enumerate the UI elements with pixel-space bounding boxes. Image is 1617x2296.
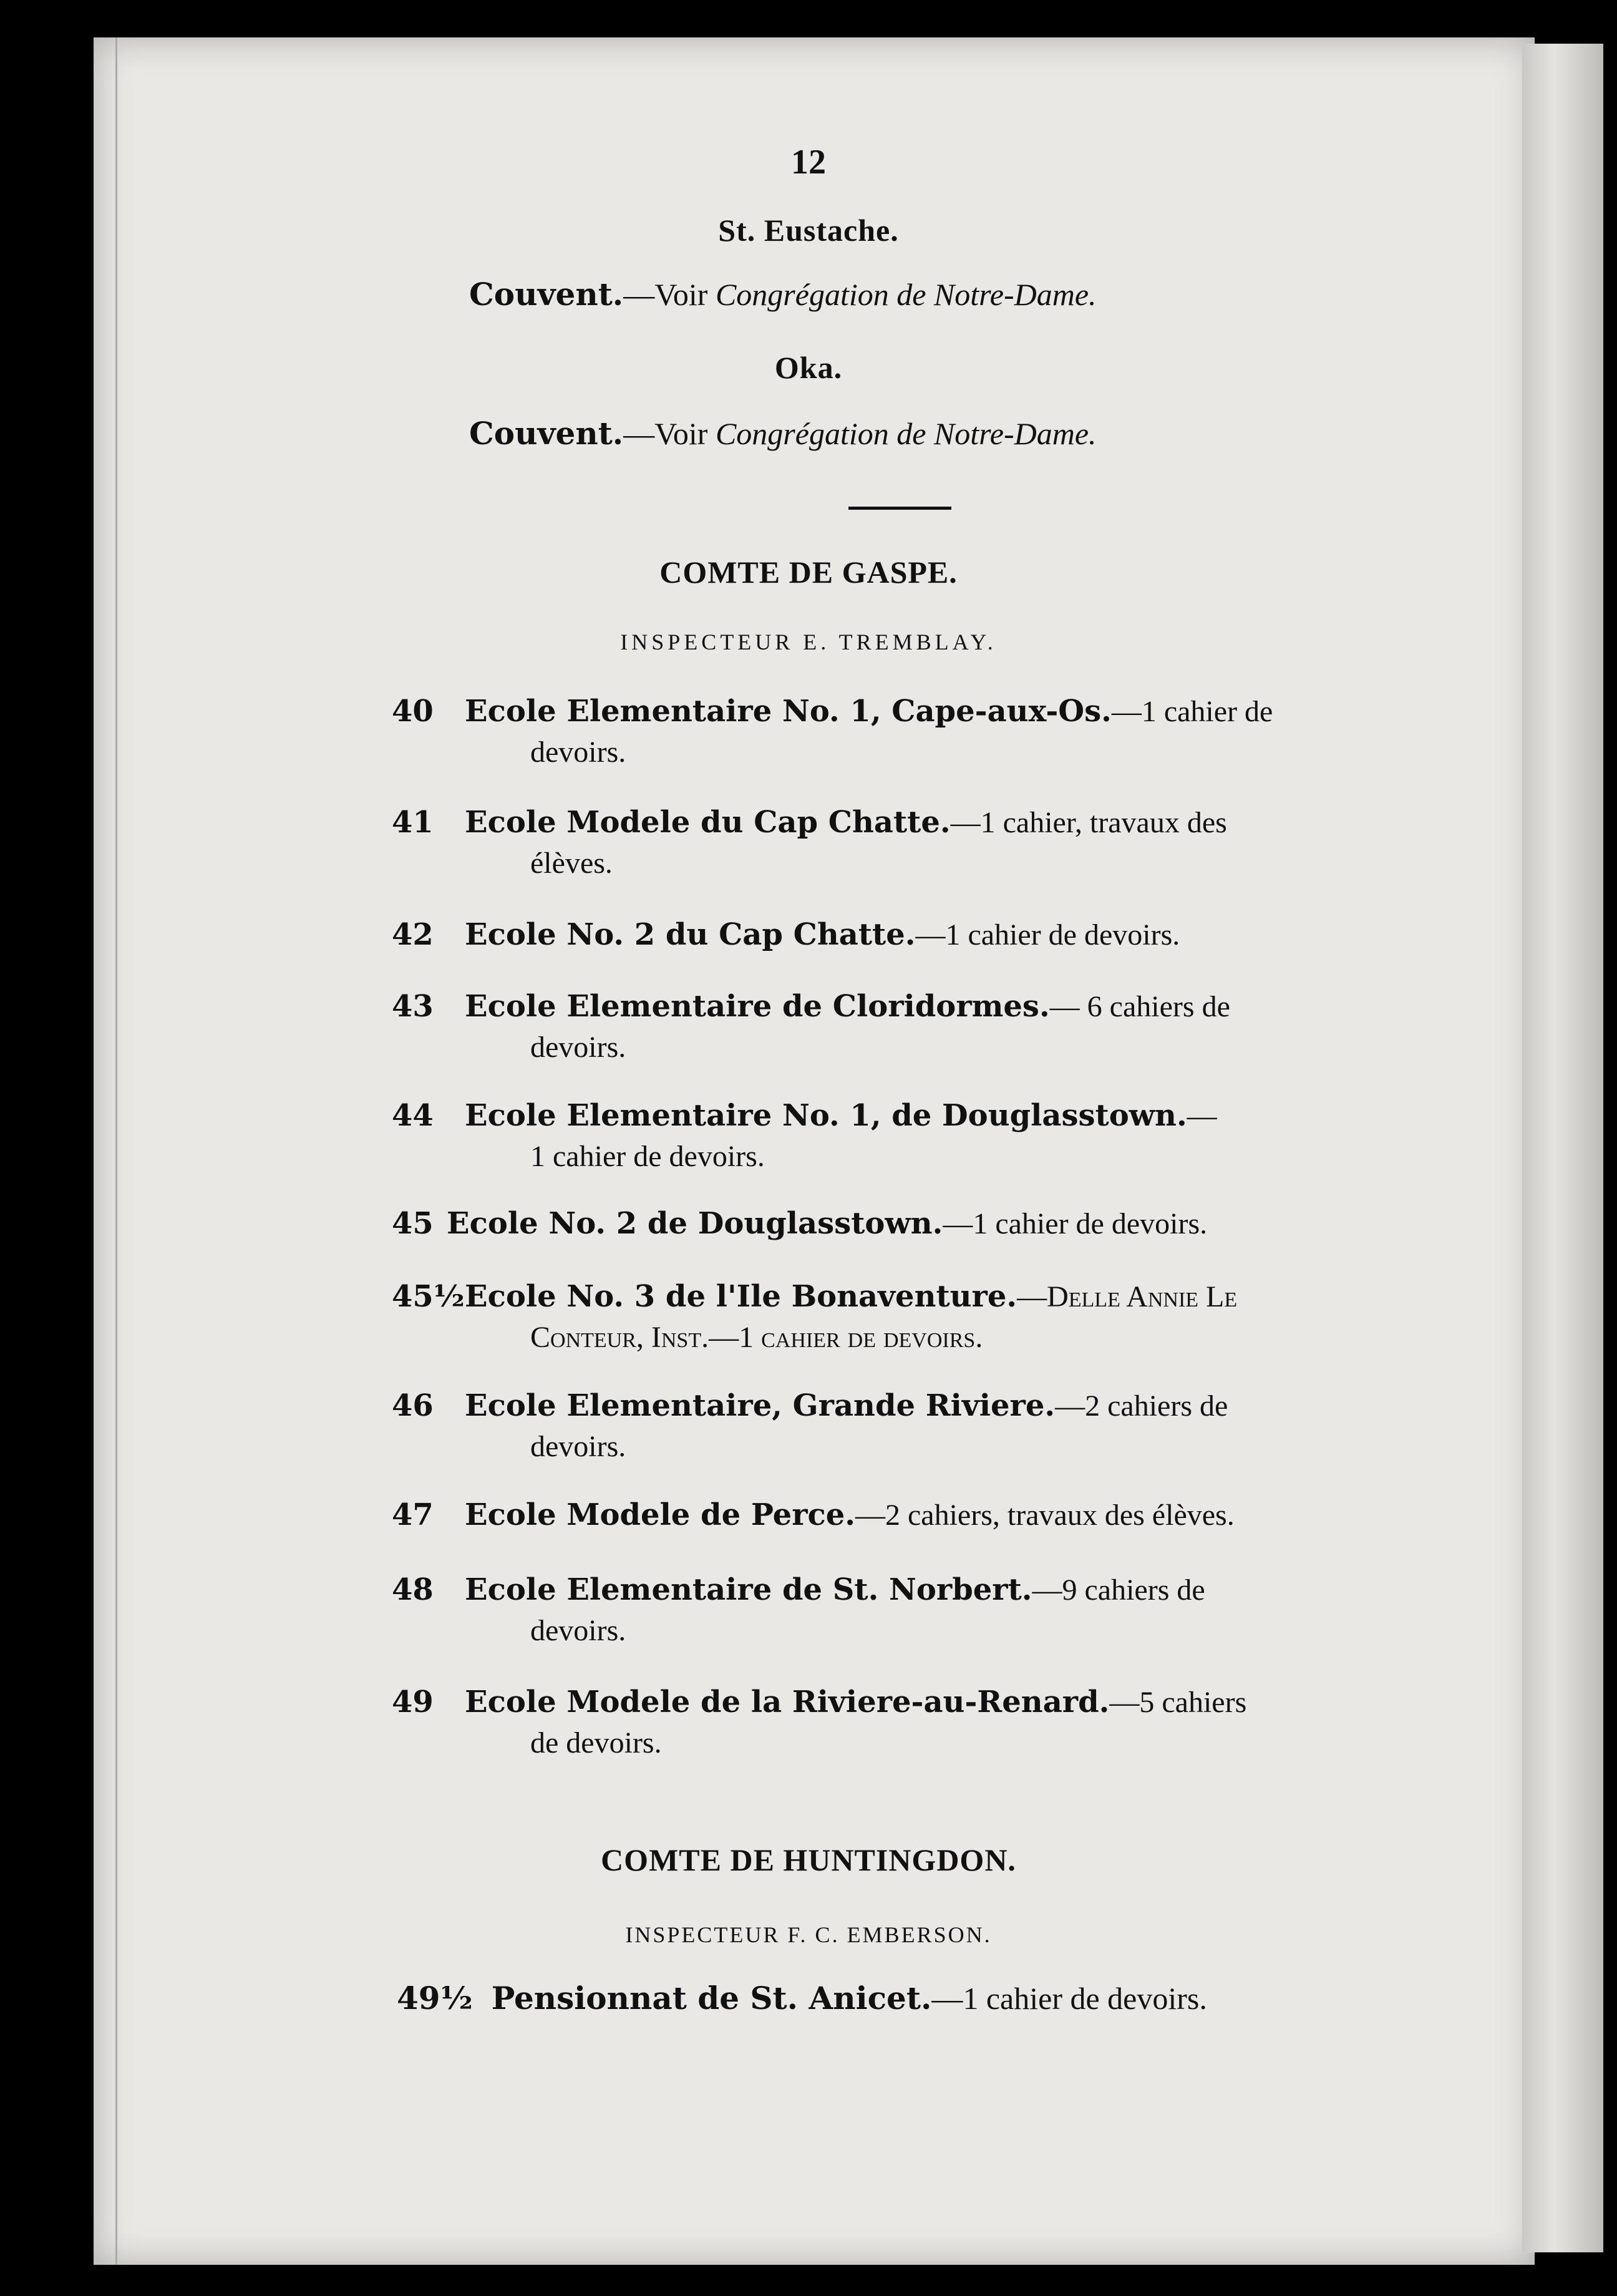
st-eustache-couvent-line: [469, 276, 1097, 313]
entry-item: [0, 1685, 1617, 1772]
entry-first-line: [465, 1098, 1217, 1133]
entry-continuation: Conteur, Inst.—1 cahier de devoirs.: [530, 1321, 983, 1354]
entry-number: 44: [392, 1098, 434, 1133]
entry-detail: — 6 cahiers de: [1049, 990, 1230, 1023]
final-entry: [397, 1980, 1207, 2016]
entry-first-line: [465, 989, 1230, 1024]
entry-detail: —1 cahier, travaux des: [950, 806, 1227, 839]
entry-title: Pensionnat de St. Anicet.: [491, 1980, 932, 2016]
entry-item: [0, 694, 1617, 781]
entry-item: [0, 805, 1617, 892]
entry-number: 45½: [392, 1279, 465, 1314]
entry-item: [0, 1098, 1617, 1185]
entry-title: Ecole Elementaire No. 1, Cape-aux-Os.: [465, 694, 1112, 729]
entry-title: Ecole No. 2 du Cap Chatte.: [465, 917, 916, 952]
entry-item: [0, 1497, 1617, 1585]
inspector-gaspe: INSPECTEUR E. TREMBLAY.: [620, 630, 997, 654]
entry-title: Ecole Elementaire de St. Norbert.: [465, 1572, 1032, 1607]
voir-text: —Voir: [623, 416, 716, 451]
voir-text: —Voir: [623, 277, 716, 312]
entry-first-line: [465, 1572, 1205, 1607]
entry-detail: —9 cahiers de: [1032, 1574, 1205, 1607]
entry-title: Ecole No. 3 de l'Ile Bonaventure.: [465, 1279, 1017, 1314]
entry-detail: —1 cahier de: [1111, 695, 1273, 728]
entry-continuation: devoirs.: [530, 1430, 626, 1463]
entry-detail: —1 cahier de devoirs.: [915, 918, 1180, 951]
entry-number: 42: [392, 917, 434, 952]
entry-first-line: [465, 1388, 1228, 1423]
entry-title: Ecole Elementaire, Grande Riviere.: [465, 1388, 1056, 1423]
entry-continuation: devoirs.: [530, 1031, 626, 1064]
entry-number: 49½: [397, 1980, 473, 2016]
entry-number: 43: [392, 989, 434, 1024]
entry-first-line: [447, 1206, 1207, 1241]
entry-number: 40: [392, 694, 434, 729]
entry-continuation: devoirs.: [530, 736, 626, 769]
entry-first-line: [465, 917, 1180, 952]
section-divider: [848, 507, 951, 510]
entry-number: 41: [392, 805, 434, 840]
entry-detail: —1 cahier de devoirs.: [943, 1207, 1208, 1240]
entry-detail: —5 cahiers: [1109, 1686, 1247, 1719]
entry-title: Ecole No. 2 de Douglasstown.: [447, 1206, 943, 1241]
entry-item: [0, 1388, 1617, 1476]
entry-detail: —2 cahiers de: [1055, 1389, 1228, 1423]
entry-number: 47: [392, 1497, 434, 1532]
entry-continuation: 1 cahier de devoirs.: [530, 1140, 765, 1173]
couvent-label: Couvent.: [469, 276, 624, 313]
entry-continuation: devoirs.: [530, 1614, 626, 1647]
oka-couvent-line: [469, 415, 1097, 452]
entry-continuation: de devoirs.: [530, 1726, 662, 1759]
entry-first-line: [465, 805, 1227, 840]
heading-st-eustache: St. Eustache.: [718, 213, 899, 248]
entry-number: 45: [392, 1206, 434, 1241]
entry-item: [0, 1572, 1617, 1660]
entry-number: 46: [392, 1388, 434, 1423]
entry-first-line: [465, 694, 1273, 729]
entry-title: Ecole Modele du Cap Chatte.: [465, 805, 951, 840]
entry-first-line: [465, 1685, 1246, 1720]
entry-detail: —: [1187, 1099, 1217, 1132]
couvent-label: Couvent.: [469, 415, 624, 452]
entry-continuation: élèves.: [530, 847, 613, 880]
entry-number: 49: [392, 1685, 434, 1720]
entry-detail: —Delle Annie Le: [1017, 1280, 1238, 1313]
entry-item: [0, 989, 1617, 1076]
heading-comte-de-gaspe: COMTE DE GASPE.: [659, 555, 958, 590]
entry-first-line: [465, 1279, 1237, 1314]
entry-title: Ecole Modele de la Riviere-au-Renard.: [465, 1685, 1110, 1720]
entry-title: Ecole Elementaire No. 1, de Douglasstown.: [465, 1098, 1187, 1133]
entry-first-line: [465, 1497, 1235, 1532]
entry-detail: —1 cahier de devoirs.: [931, 1981, 1207, 2016]
reference-text: Congrégation de Notre-Dame.: [715, 416, 1097, 451]
entry-item: [0, 1279, 1617, 1366]
entry-detail: —2 cahiers, travaux des élèves.: [855, 1499, 1235, 1532]
entry-title: Ecole Modele de Perce.: [465, 1497, 855, 1532]
heading-comte-de-huntingdon: COMTE DE HUNTINGDON.: [601, 1842, 1016, 1877]
inspector-huntingdon: INSPECTEUR F. C. EMBERSON.: [625, 1922, 992, 1947]
page-number: 12: [791, 143, 826, 182]
entry-number: 48: [392, 1572, 434, 1607]
reference-text: Congrégation de Notre-Dame.: [715, 277, 1097, 312]
heading-oka: Oka.: [774, 350, 843, 385]
entry-title: Ecole Elementaire de Cloridormes.: [465, 989, 1050, 1024]
